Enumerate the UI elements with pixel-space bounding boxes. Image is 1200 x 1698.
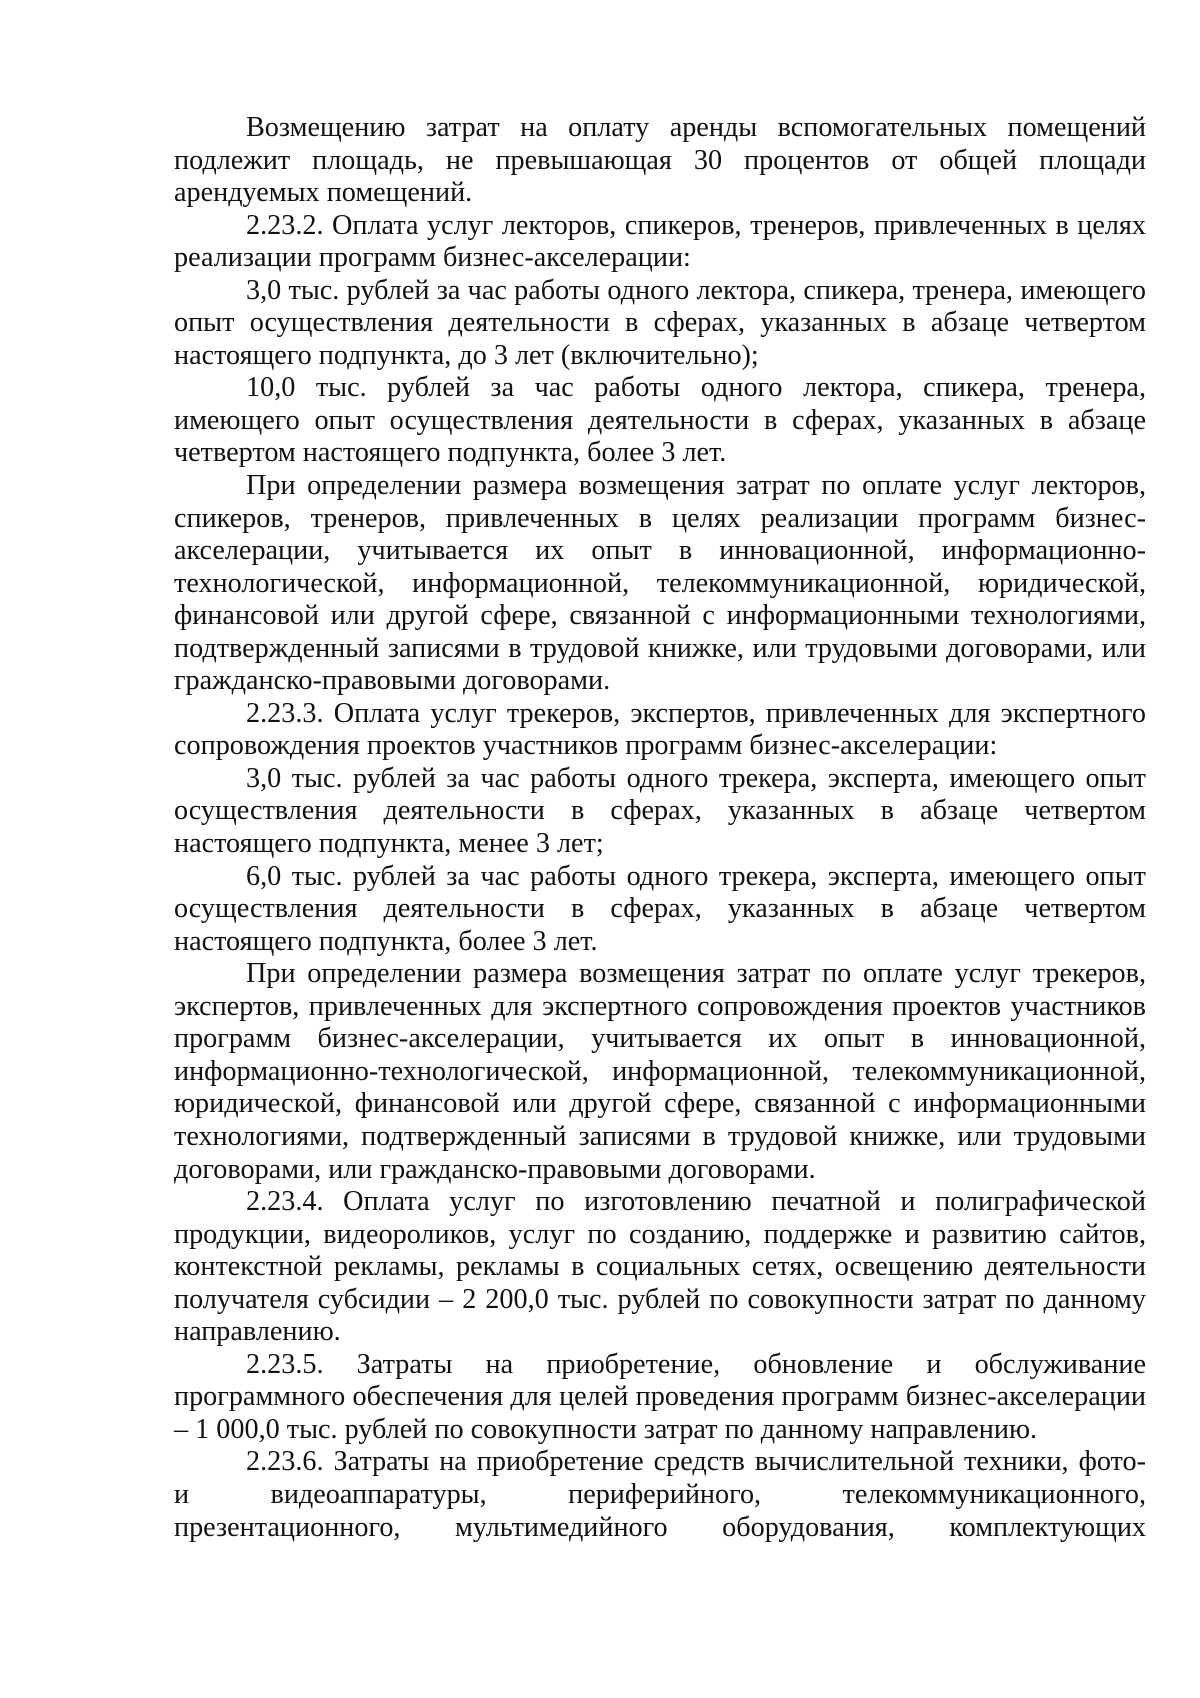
paragraph-4: 10,0 тыс. рублей за час работы одного лектора, спикера, тренера, имеющего опыт осуществления деятельности в сферах, указанных в абзаце четвертом настоящего подпункта, более 3 лет. — [174, 372, 1146, 469]
paragraph-3: 3,0 тыс. рублей за час работы одного лектора, спикера, тренера, имеющего опыт осуществления деятельности в сферах, указанных в абзаце четвертом настоящего подпункта, до 3 лет (включительно); — [174, 274, 1146, 371]
paragraph-10: 2.23.4. Оплата услуг по изготовлению печатной и полиграфической продукции, видеороликов, услуг по созданию, поддержке и развитию сайтов, контекстной рекламы, рекламы в социальных сетях, освещению деятельности получателя субсидии – 2 200,0 тыс. рублей по совокупности затрат по данному направлению. — [174, 1186, 1146, 1348]
paragraph-8: 6,0 тыс. рублей за час работы одного трекера, эксперта, имеющего опыт осуществления деятельности в сферах, указанных в абзаце четвертом настоящего подпункта, более 3 лет. — [174, 860, 1146, 957]
paragraph-6: 2.23.3. Оплата услуг трекеров, экспертов, привлеченных для экспертного сопровождения проектов участников программ бизнес-акселерации: — [174, 697, 1146, 762]
paragraph-5: При определении размера возмещения затрат по оплате услуг лекторов, спикеров, тренеров, привлеченных в целях реализации программ бизнес-акселерации, учитывается их опыт в инновационной, информационно-технологической, информационной, телекоммуникационной, юридической, финансовой или другой сфере, связанной с информационными технологиями, подтвержденный записями в трудовой книжке, или трудовыми договорами, или гражданско-правовыми договорами. — [174, 470, 1146, 697]
paragraph-12: 2.23.6. Затраты на приобретение средств вычислительной техники, фото- и видеоаппаратуры, периферийного, телекоммуникационного, презентационного, мультимедийного оборудования, комплектующих — [174, 1446, 1146, 1543]
paragraph-11: 2.23.5. Затраты на приобретение, обновление и обслуживание программного обеспечения для целей проведения программ бизнес-акселерации – 1 000,0 тыс. рублей по совокупности затрат по данному направлению. — [174, 1348, 1146, 1445]
paragraph-1: Возмещению затрат на оплату аренды вспомогательных помещений подлежит площадь, не превышающая 30 процентов от общей площади арендуемых помещений. — [174, 112, 1146, 209]
document-page — [174, 112, 1146, 1544]
paragraph-7: 3,0 тыс. рублей за час работы одного трекера, эксперта, имеющего опыт осуществления деятельности в сферах, указанных в абзаце четвертом настоящего подпункта, менее 3 лет; — [174, 762, 1146, 860]
paragraph-9: При определении размера возмещения затрат по оплате услуг трекеров, экспертов, привлеченных для экспертного сопровождения проектов участников программ бизнес-акселерации, учитывается их опыт в инновационной, информационно-технологической, информационной, телекоммуникационной, юридической, финансовой или другой сфере, связанной с информационными технологиями, подтвержденный записями в трудовой книжке, или трудовыми договорами, или гражданско-правовыми договорами. — [174, 958, 1146, 1185]
paragraph-2: 2.23.2. Оплата услуг лекторов, спикеров, тренеров, привлеченных в целях реализации программ бизнес-акселерации: — [174, 209, 1146, 274]
